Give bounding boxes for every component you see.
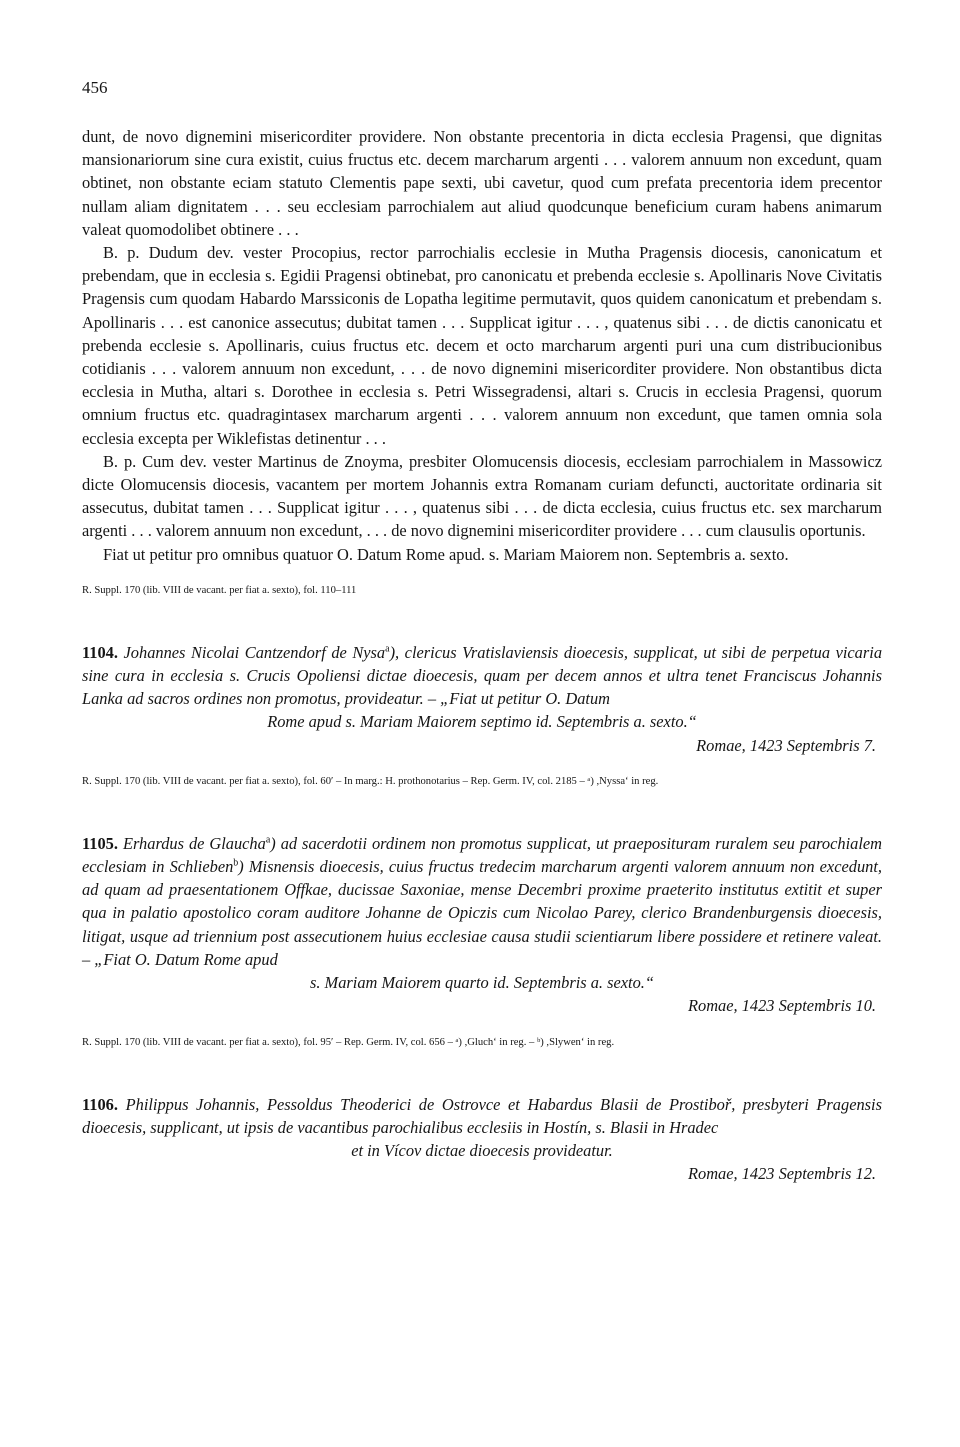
entry-1106-tail: et in Vícov dictae dioecesis provideatur. <box>351 1140 613 1160</box>
entry-1105-text-b: ) ad sacerdotii ordinem non promotus supplicat, ut praeposituram ruralem seu parochialem ecclesiam in Schlieben <box>82 833 882 877</box>
page-number: 456 <box>82 78 108 97</box>
entry-1104 <box>82 641 882 789</box>
entry-1105-text-a: Erhardus de Glaucha <box>122 833 266 853</box>
entry-1105-number: 1105. <box>82 833 118 853</box>
entry-1105-dateline: Romae, 1423 Septembris 10. <box>687 996 876 1016</box>
entry-1106 <box>82 1093 882 1186</box>
footnote-marker-b: b <box>233 857 239 869</box>
continuation-paragraph-2: B. p. Dudum dev. vester Procopius, rector parrochialis ecclesie in Mutha Pragensis diocesis, canonicatum et prebendam, que in ecclesia s. Egidii Pragensi obtinebat, pro canonicatu et prebenda ecclesie s. Apollinaris Nove Civitatis Pragensis cum quodam Habardo Marssiconis de Lopatha legitime permutavit, quos quidem canonicatum et prebendam s. Apollinaris . . . est canonice assecutus; dubitat tamen . . . Supplicat igitur . . . , quatenus sibi . . . de dictis canonicatu et prebenda ecclesie s. Apollinaris, cuius fructus etc. decem et octo marcharum argenti puri una cum distribucionibus cotidianis . . . valorem annuum non excedunt, . . . de novo dignemini misericorditer providere. Non obstantibus dicta ecclesia in Mutha, altari s. Dorothee in ecclesia s. Petri Wissegradensi, altari s. Crucis in ecclesia Pragensi, quorum omnium fructus etc. quadragintasex marcharum argenti . . . valorem annuum non excedunt, que tamen omnia sola ecclesia excepta per Wiklefistas detinentur . . . <box>82 243 882 448</box>
entry-1104-source: R. Suppl. 170 (lib. VIII de vacant. per fiat a. sexto), fol. 60′ – In marg.: H. prothonotarius – Rep. Germ. IV, col. 2185 – ᵃ) ,Nyssa‘ in reg. <box>82 775 659 787</box>
entry-1105-summary <box>82 832 882 971</box>
entry-1105 <box>82 832 882 1050</box>
entry-1104-summary <box>82 641 882 711</box>
entry-1106-number: 1106. <box>82 1094 118 1114</box>
continuation-paragraph-1: dunt, de novo dignemini misericorditer providere. Non obstante precentoria in dicta ecclesia Pragensi, que dignitas mansionariorum sine cura existit, cuius fructus etc. decem marcharum argenti . . . valorem annuum non excedunt, quam obtinet, non obstante eciam statuto Clementis pape sexti, ubi cavetur, quod cum prefata precentoria idem precentor nullam aliam dignitatem . . . seu ecclesiam parrochialem aut aliud quodcunque beneficium curam habens animarum valeat quomodolibet obtinere . . . <box>82 127 882 239</box>
footnote-marker-a: a <box>265 834 271 846</box>
entry-1104-number: 1104. <box>82 642 118 662</box>
entry-1104-tail: Rome apud s. Mariam Maiorem septimo id. Septembris a. sexto.“ <box>267 712 697 732</box>
entry-1104-text-a: Johannes Nicolai Cantzendorf de Nysa <box>123 642 386 662</box>
entry-1105-tail: s. Mariam Maiorem quarto id. Septembris a. sexto.“ <box>309 973 655 993</box>
entry-1106-dateline: Romae, 1423 Septembris 12. <box>687 1164 876 1184</box>
entry-1105-source: R. Suppl. 170 (lib. VIII de vacant. per fiat a. sexto), fol. 95′ – Rep. Germ. IV, col. 656 – ᵃ) ,Gluch‘ in reg. – ᵇ) ,Slywen‘ in reg. <box>82 1036 615 1048</box>
entry-1105-text-c: ) Misnensis dioecesis, cuius fructus tredecim marcharum argenti valorem annuum non excedunt, ad quam ad praesentationem Offkae, ducissae Saxoniae, mense Decembri proxime praeterito institutus extitit et super qua in palatio apostolico coram auditore Johanne de Opiczis cum Nicolao Parey, clerico Brandenburgensis dioecesis, litigat, usque ad triennium post assecutionem huius ecclesiae causa studii scientiarum libere possidere et retinere valeat. – „Fiat O. Datum Rome apud <box>82 857 882 969</box>
entry-1104-dateline: Romae, 1423 Septembris 7. <box>696 735 876 755</box>
continuation-paragraph-4: Fiat ut petitur pro omnibus quatuor O. Datum Rome apud. s. Mariam Maiorem non. Septembris a. sexto. <box>103 544 789 564</box>
source-note-continuation: R. Suppl. 170 (lib. VIII de vacant. per fiat a. sexto), fol. 110–111 <box>82 584 357 596</box>
entry-1104-text-b: ), clericus Vratislaviensis dioecesis, supplicat, ut sibi de perpetua vicaria sine cura in ecclesia s. Crucis Opoliensi dictae dioecesis, quam per decem annos et ultra tenet Franciscus Johannis Lanka ad sacros ordines non promotus, provideatur. – „Fiat ut petitur O. Datum <box>82 642 883 709</box>
document-page <box>82 78 882 1185</box>
entry-1106-text-a: Philippus Johannis, Pessoldus Theoderici de Ostrovce et Habardus Blasii de Prostiboř, presbyteri Pragensis dioecesis, supplicant, ut ipsis de vacantibus parochialibus ecclesiis in Hostín, s. Blasii in Hradec <box>82 1094 882 1137</box>
continuation-section <box>82 125 882 598</box>
continuation-paragraph-3: B. p. Cum dev. vester Martinus de Znoyma, presbiter Olomucensis diocesis, ecclesiam parrochialem in Massowicz dicte Olomucensis diocesis, vacantem per mortem Johannis extra Romanam curiam defuncti, auctoritate ordinaria sit assecutus, dubitat tamen . . . Supplicat igitur . . . , quatenus sibi . . . de dicta ecclesia, cuius fructus etc. sex marcharum argenti . . . valorem annuum non excedunt, . . . de novo dignemini misericorditer providere . . . cum clausulis oportunis. <box>82 451 882 541</box>
entry-1106-summary <box>82 1093 882 1139</box>
footnote-marker-a: a <box>385 643 390 655</box>
